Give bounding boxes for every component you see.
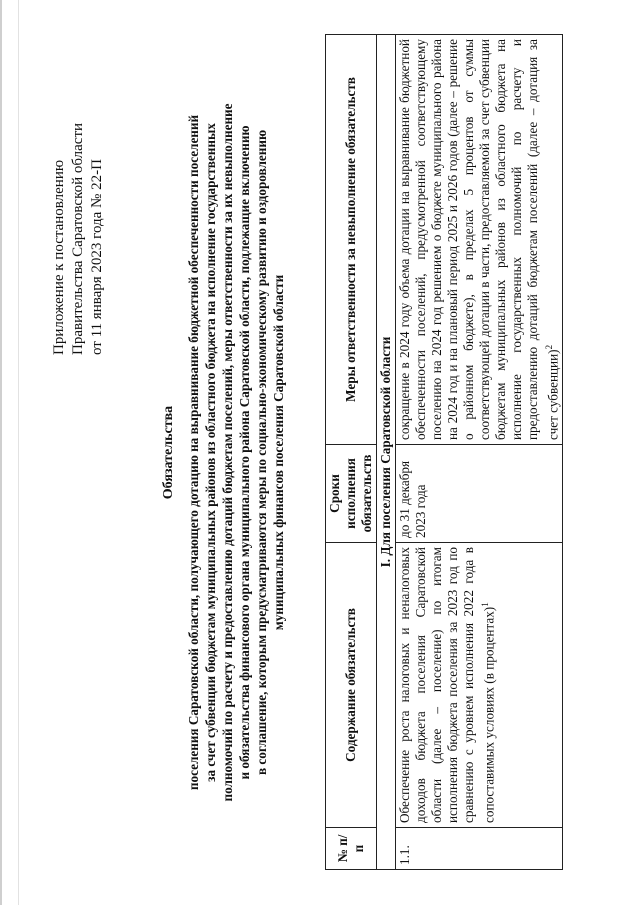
footnote-ref: 2 — [544, 344, 554, 350]
appendix-line-1: Приложение к постановлению — [51, 159, 67, 355]
appendix-line-2: Правительства Саратовской области — [70, 122, 86, 355]
section-row — [377, 35, 396, 870]
section-title: I. Для поселения Саратовской области — [377, 35, 396, 870]
title-line: полномочий по расчету и предоставлению дотаций бюджетам поселений, меры ответственности за их невыполнение — [220, 103, 235, 802]
row-measures — [396, 35, 563, 445]
document-sheet — [40, 35, 600, 870]
title-line: за счет субвенции бюджетам муниципальных районов из областного бюджета на исполнение государственных — [203, 123, 218, 782]
title-line: поселения Саратовской области, получающего дотацию на выравнивание бюджетной обеспеченности поселений — [186, 114, 201, 791]
row-content — [396, 543, 563, 828]
header-measures: Меры ответственности за невыполнение обязательств — [326, 35, 377, 445]
header-content: Содержание обязательств — [326, 543, 377, 828]
footnote-ref: 1 — [480, 602, 490, 607]
scan-shadow-line — [18, 0, 19, 905]
row-num: 1.1. — [396, 828, 563, 870]
row-measures-text: сокращение в 2024 году объема дотации на выравнивание бюджетной обеспеченности поселений, предусмотренной соответствующему поселению на 2024 год решением о бюджете муниципального района на 2024 год и на плановый период 2025 и 2026 годов (далее – решение о районном бюджете), в пределах 5 процентов от суммы соответствующей дотации в части, предоставляемой за счет субвенции бюджетам муниципальных районов из областного бюджета на исполнение государственных полномочий по расчету и предоставлению дотаций бюджетам поселений (далее – дотация за счет субвенции) — [397, 39, 561, 440]
row-content-text: Обеспечение роста налоговых и неналоговых доходов бюджета поселения Саратовской области (далее – поселение) по итогам исполнения бюджета поселения за 2023 год по сравнению с уровнем исполнения 2022 года в сопоставимых условиях (в процентах) — [397, 547, 497, 823]
title-line: и обязательства финансового органа муниципального района Саратовской области, подлежащие включению — [237, 125, 252, 780]
obligations-table — [325, 34, 563, 870]
row-deadline: до 31 декабря 2023 года — [396, 445, 563, 543]
title-line: в соглашение, которым предусматриваются меры по социально-экономическому развитию и оздоровлению — [254, 129, 269, 776]
appendix-line-3: от 11 января 2023 года № 22-П — [89, 159, 105, 355]
table-row — [396, 35, 563, 870]
title-line: муниципальных финансов поселения Саратовской области — [271, 274, 286, 631]
title-heading: Обязательства — [161, 405, 176, 500]
table-header-row — [326, 35, 377, 870]
header-deadline: Сроки исполнения обязательств — [326, 445, 377, 543]
document-title — [40, 35, 287, 870]
header-num: № п/п — [326, 828, 377, 870]
